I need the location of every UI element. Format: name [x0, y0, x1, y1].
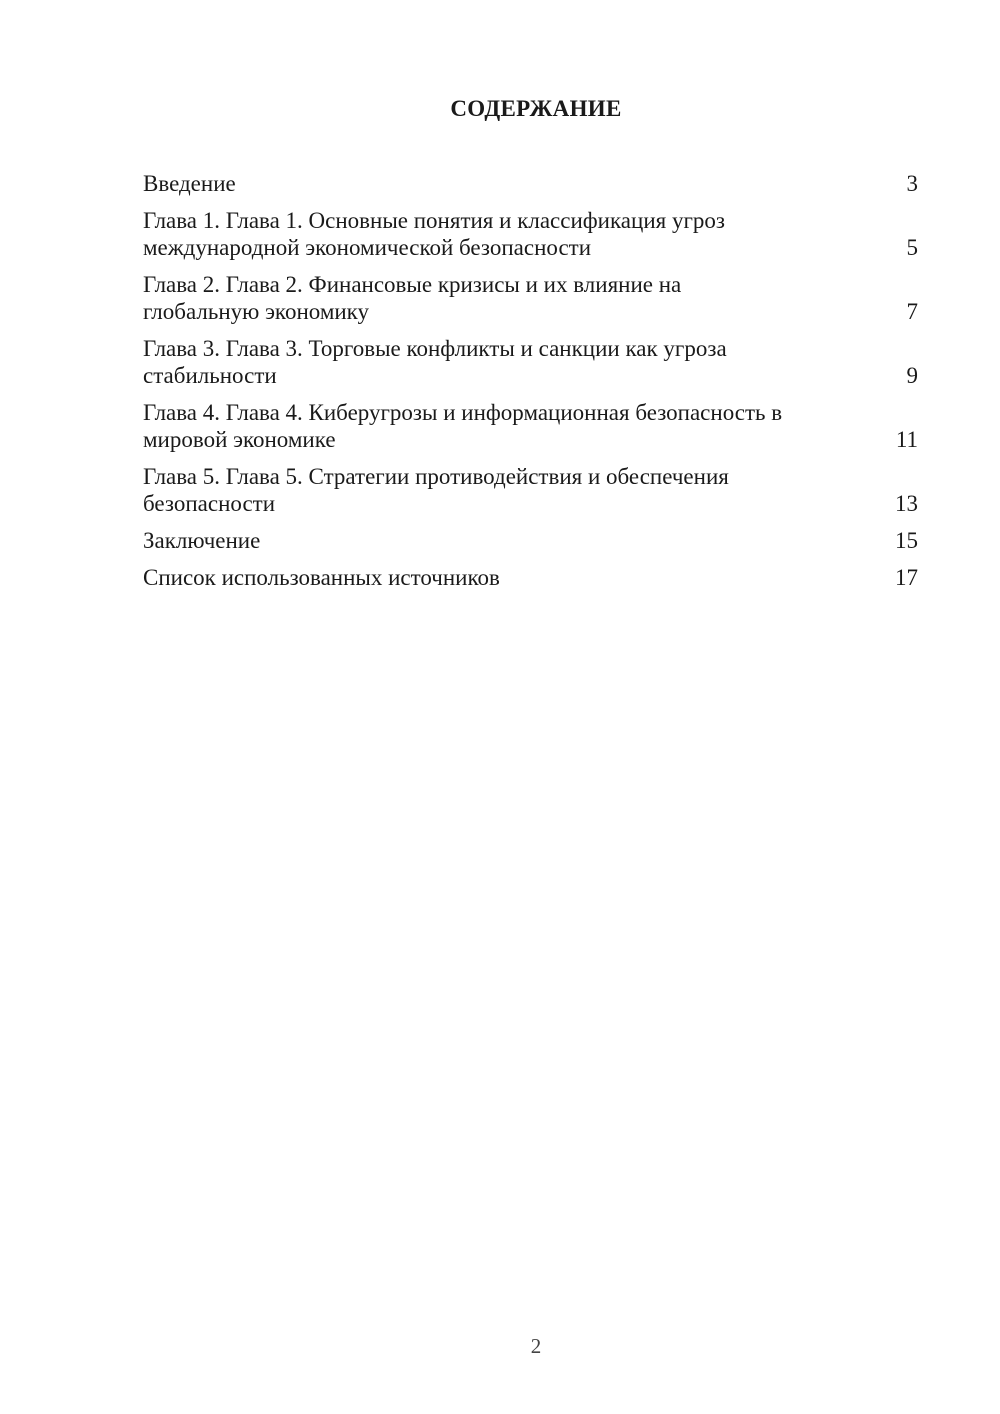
- toc-entry-page: 5: [906, 235, 918, 260]
- toc-entry-text: Глава 4. Глава 4. Киберугрозы и информационная безопасность в мировой экономике: [143, 400, 783, 452]
- toc-entry-page: 7: [906, 299, 918, 324]
- toc-entry-text: Глава 5. Глава 5. Стратегии противодействия и обеспечения безопасности: [143, 464, 729, 516]
- page-number: 2: [530, 1334, 542, 1358]
- toc-entry-chapter-1[interactable]: [143, 207, 918, 261]
- toc-entry-text: Глава 3. Глава 3. Торговые конфликты и санкции как угроза стабильности: [143, 336, 727, 388]
- toc-entry-page: 11: [895, 427, 918, 452]
- toc-entry-page: 15: [895, 528, 918, 553]
- toc-entry-page: 9: [906, 363, 918, 388]
- toc-entry-text: Введение: [143, 171, 236, 196]
- toc-entry-page: 3: [906, 171, 918, 196]
- toc-entry-page: 17: [895, 565, 918, 590]
- toc-entry-chapter-5[interactable]: [143, 463, 918, 517]
- toc-entry-references[interactable]: [143, 564, 918, 591]
- toc-title: СОДЕРЖАНИЕ: [450, 96, 622, 121]
- toc-entry-text: Список использованных источников: [143, 565, 500, 590]
- toc-entry-chapter-4[interactable]: [143, 399, 918, 453]
- toc-entry-text: Глава 2. Глава 2. Финансовые кризисы и их влияние на глобальную экономику: [143, 272, 682, 324]
- toc-entry-text: Заключение: [143, 528, 261, 553]
- toc-entry-conclusion[interactable]: [143, 527, 918, 554]
- table-of-contents: [143, 170, 918, 601]
- toc-entry-introduction[interactable]: [143, 170, 918, 197]
- toc-entry-chapter-2[interactable]: [143, 271, 918, 325]
- toc-entry-chapter-3[interactable]: [143, 335, 918, 389]
- toc-entry-text: Глава 1. Глава 1. Основные понятия и классификация угроз международной экономической безопасности: [143, 208, 725, 260]
- toc-entry-page: 13: [895, 491, 918, 516]
